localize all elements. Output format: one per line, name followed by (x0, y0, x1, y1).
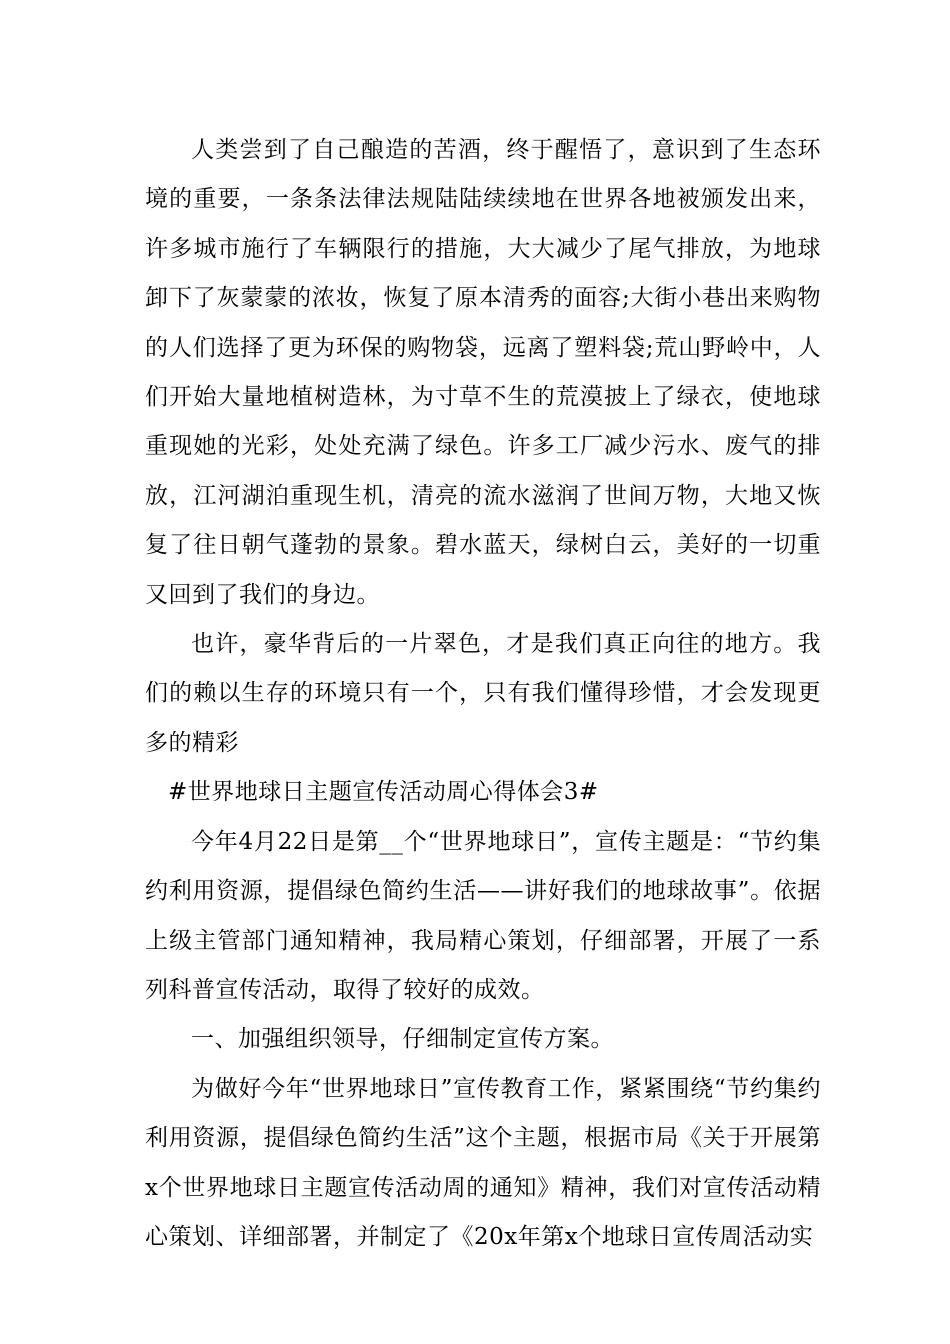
paragraph-earth-day-theme: 今年4月22日是第__个“世界地球日”，宣传主题是：“节约集约利用资源，提倡绿色简约生活——讲好我们的地球故事”。依据上级主管部门通知精神，我局精心策划，仔细部署，开展了一系列科普宣传活动，取得了较好的成效。 (145, 828, 821, 1003)
document-page (145, 126, 821, 1262)
paragraph-organization-heading: 一、加强组织领导，仔细制定宣传方案。 (191, 1026, 614, 1053)
paragraph-publicity-plan: 为做好今年“世界地球日”宣传教育工作，紧紧围绕“节约集约利用资源，提倡绿色简约生活”这个主题，根据市局《关于开展第x个世界地球日主题宣传活动周的通知》精神，我们对宣传活动精心策划、详细部署，并制定了《20x年第x个地球日宣传周活动实 (145, 1075, 821, 1250)
paragraph-ecology-recovery: 人类尝到了自己酿造的苦酒，终于醒悟了，意识到了生态环境的重要，一条条法律法规陆陆续续地在世界各地被颁发出来，许多城市施行了车辆限行的措施，大大减少了尾气排放，为地球卸下了灰蒙蒙的浓妆，恢复了原本清秀的面容;大街小巷出来购物的人们选择了更为环保的购物袋，远离了塑料袋;荒山野岭中，人们开始大量地植树造林，为寸草不生的荒漠披上了绿衣，使地球重现她的光彩，处处充满了绿色。许多工厂减少污水、废气的排放，江河湖泊重现生机，清亮的流水滋润了世间万物，大地又恢复了往日朝气蓬勃的景象。碧水蓝天，绿树白云，美好的一切重又回到了我们的身边。 (145, 137, 821, 608)
paragraph-green-cherish: 也许，豪华背后的一片翠色，才是我们真正向往的地方。我们的赖以生存的环境只有一个，只有我们懂得珍惜，才会发现更多的精彩 (145, 631, 821, 756)
section-heading: #世界地球日主题宣传活动周心得体会3# (168, 779, 599, 806)
